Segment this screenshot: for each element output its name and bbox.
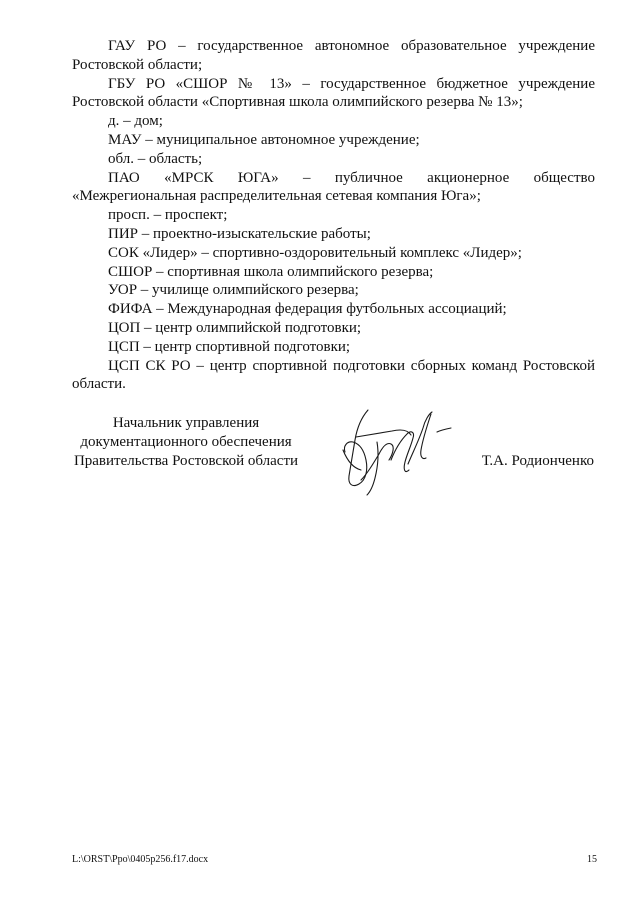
abbreviation-entry: ПИР – проектно-изыскательские работы; xyxy=(108,225,371,242)
abbreviation-entry: ЦСП – центр спортивной подготовки; xyxy=(108,338,351,355)
footer-file-path: L:\ORST\Ppo\0405p256.f17.docx xyxy=(72,854,209,865)
abbreviation-entry: СОК «Лидер» – спортивно-оздоровительный комплекс «Лидер»; xyxy=(108,244,522,261)
abbreviation-entry: обл. – область; xyxy=(108,150,203,167)
abbreviation-entry: ГБУ РО «СШОР № 13» – государственное бюджетное учреждение Ростовской области «Спортивная школа олимпийского резерва № 13»; xyxy=(72,75,595,111)
abbreviation-entry: УОР – училище олимпийского резерва; xyxy=(108,282,359,299)
handwritten-signature xyxy=(335,402,455,498)
signatory-title-line: документационного обеспечения xyxy=(80,434,292,450)
footer-page-number: 15 xyxy=(587,854,597,865)
abbreviation-entry: ЦСП СК РО – центр спортивной подготовки сборных команд Ростовской области. xyxy=(72,357,595,393)
abbreviation-entry: просп. – проспект; xyxy=(108,207,228,224)
signatory-name: Т.А. Родионченко xyxy=(481,453,594,469)
abbreviation-entry: СШОР – спортивная школа олимпийского резерва; xyxy=(108,263,434,280)
signatory-title xyxy=(70,414,302,471)
abbreviations-list xyxy=(72,37,595,394)
abbreviation-entry: ГАУ РО – государственное автономное образовательное учреждение Ростовской области; xyxy=(72,38,595,73)
abbreviation-entry: ПАО «МРСК ЮГА» – публичное акционерное общество «Межрегиональная распределительная сетевая компания Юга»; xyxy=(72,169,595,205)
signatory-title-line: Начальник управления xyxy=(112,415,260,431)
abbreviation-entry: ЦОП – центр олимпийской подготовки; xyxy=(108,319,362,336)
abbreviation-entry: ФИФА – Международная федерация футбольных ассоциаций; xyxy=(108,301,507,318)
abbreviation-entry: д. – дом; xyxy=(108,113,163,130)
abbreviation-entry: МАУ – муниципальное автономное учреждение; xyxy=(108,131,420,148)
signatory-title-line: Правительства Ростовской области xyxy=(73,453,299,469)
